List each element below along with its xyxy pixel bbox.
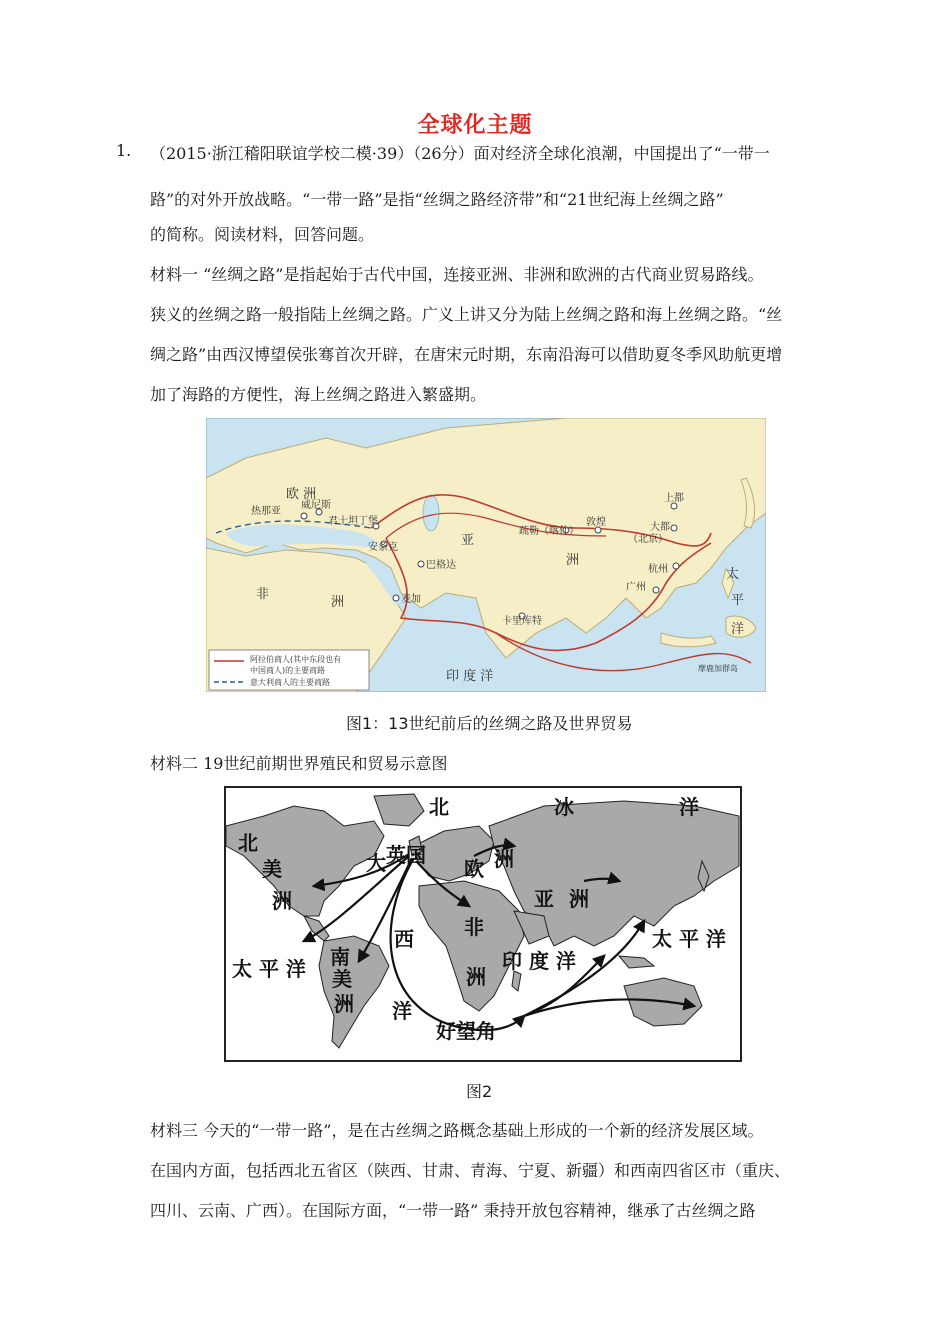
map2-caption: 图2: [466, 1082, 493, 1101]
label-europe: 欧 洲: [286, 487, 317, 502]
label-guangzhou: 广州: [626, 582, 646, 593]
label-beijing: （北京）: [628, 534, 668, 545]
label-sa-mei: 美: [332, 967, 352, 991]
label-ice: 冰: [554, 795, 574, 819]
label-mecca: 麦加: [401, 594, 421, 605]
label-af-zhou: 洲: [466, 965, 486, 989]
label-constantinople: 君士坦丁堡: [328, 516, 378, 527]
question-line-2: 路”的对外开放战略。“一带一路”是指“丝绸之路经济带”和“21世纪海上丝绸之路”: [150, 190, 724, 209]
silk-road-map: [206, 418, 766, 692]
material1-line-3: 绸之路”由西汉博望侯张骞首次开辟，在唐宋元时期，东南沿海可以借助夏冬季风助航更增: [150, 345, 783, 364]
label-cape: 好望角: [436, 1019, 496, 1043]
label-pacific-yang: 洋: [731, 622, 745, 637]
caspian-sea: [423, 495, 439, 531]
label-asia-zhou: 洲: [569, 887, 589, 911]
legend-arab-line1: 阿拉伯商人(其中东段也有: [250, 655, 342, 664]
legend-italian: 意大利商人的主要商路: [250, 678, 330, 687]
label-antioch: 安条克: [368, 542, 398, 553]
label-af-fei: 非: [464, 915, 484, 939]
label-eu-ou: 欧: [464, 857, 484, 881]
question-number: 1.: [116, 141, 132, 160]
label-africa-zhou: 洲: [331, 595, 345, 610]
material3-line-3: 四川、云南、广西）。在国际方面，“一带一路” 秉持开放包容精神，继承了古丝绸之路: [150, 1201, 756, 1220]
legend-arab-line2: 中国商人)的主要商路: [250, 666, 326, 675]
label-genoa: 热那亚: [251, 506, 281, 517]
label-sa-zhou: 洲: [334, 992, 354, 1016]
label-sa-nan: 南: [330, 945, 350, 969]
material3-line-2: 在国内方面，包括西北五省区（陕西、甘肃、青海、宁夏、新疆）和西南四省区市（重庆、: [150, 1161, 791, 1180]
guangzhou-marker: [653, 587, 659, 593]
label-xi: 西: [394, 927, 414, 951]
label-na-zhou: 洲: [272, 889, 292, 913]
silk-road-map-svg: [206, 418, 766, 692]
label-britain: 英国: [386, 843, 426, 867]
material1-line-2: 狭义的丝绸之路一般指陆上丝绸之路。广义上讲又分为陆上丝绸之路和海上丝绸之路。“丝: [150, 305, 783, 324]
colonial-trade-map-svg: [224, 786, 742, 1062]
label-asia-ya: 亚: [534, 887, 554, 911]
label-dunhuang: 敦煌: [586, 517, 606, 528]
question-line-1: （2015·浙江稽阳联谊学校二模·39）（26分）面对经济全球化浪潮，中国提出了“一带一: [150, 144, 770, 163]
label-shangdu: 上都: [664, 493, 684, 504]
label-na-mei: 美: [262, 857, 282, 881]
label-pacific-left: 太 平 洋: [232, 957, 306, 981]
material1-line-1: 材料一 “丝绸之路”是指起始于古代中国，连接亚洲、非洲和欧洲的古代商业贸易路线。: [150, 265, 764, 284]
question-line-3: 的简称。阅读材料，回答问题。: [150, 225, 375, 244]
label-north: 北: [429, 795, 449, 819]
label-asia-zhou: 洲: [566, 553, 580, 568]
baghdad-marker: [418, 561, 424, 567]
genoa-marker: [301, 513, 307, 519]
label-baghdad: 巴格达: [426, 560, 456, 571]
label-yang-atl: 洋: [392, 999, 412, 1023]
label-africa-fei: 非: [256, 587, 270, 602]
label-moluccas: 摩鹿加群岛: [698, 664, 738, 673]
dadu-marker: [671, 525, 677, 531]
material1-line-4: 加了海路的方便性，海上丝绸之路进入繁盛期。: [150, 385, 487, 404]
label-indian-ocean: 印 度 洋: [446, 669, 494, 684]
page-title: 全球化主题: [417, 113, 533, 138]
label-indian: 印 度 洋: [502, 949, 576, 973]
label-venice: 威尼斯: [301, 500, 331, 511]
label-eu-zhou: 洲: [494, 847, 514, 871]
material2-heading: 材料二 19世纪前期世界殖民和贸易示意图: [150, 754, 448, 773]
label-na-bei: 北: [238, 831, 258, 855]
label-pacific-ping: 平: [731, 593, 745, 608]
label-calicut: 卡里库特: [502, 616, 542, 627]
label-ocean-top: 洋: [679, 795, 699, 819]
label-dadu: 大都: [650, 522, 670, 533]
label-kashgar: 疏勒（喀什）: [519, 526, 579, 537]
hangzhou-marker: [673, 563, 679, 569]
label-pacific-right: 太 平 洋: [652, 927, 726, 951]
label-pacific-tai: 太: [726, 567, 740, 582]
label-asia-ya: 亚: [461, 533, 475, 548]
mecca-marker: [393, 595, 399, 601]
label-da: 大: [366, 851, 386, 875]
material3-line-1: 材料三 今天的“一带一路”，是在古丝绸之路概念基础上形成的一个新的经济发展区域。: [150, 1121, 764, 1140]
label-hangzhou: 杭州: [648, 564, 668, 575]
colonial-trade-map: [224, 786, 742, 1062]
map1-caption: 图1：13世纪前后的丝绸之路及世界贸易: [346, 714, 633, 733]
